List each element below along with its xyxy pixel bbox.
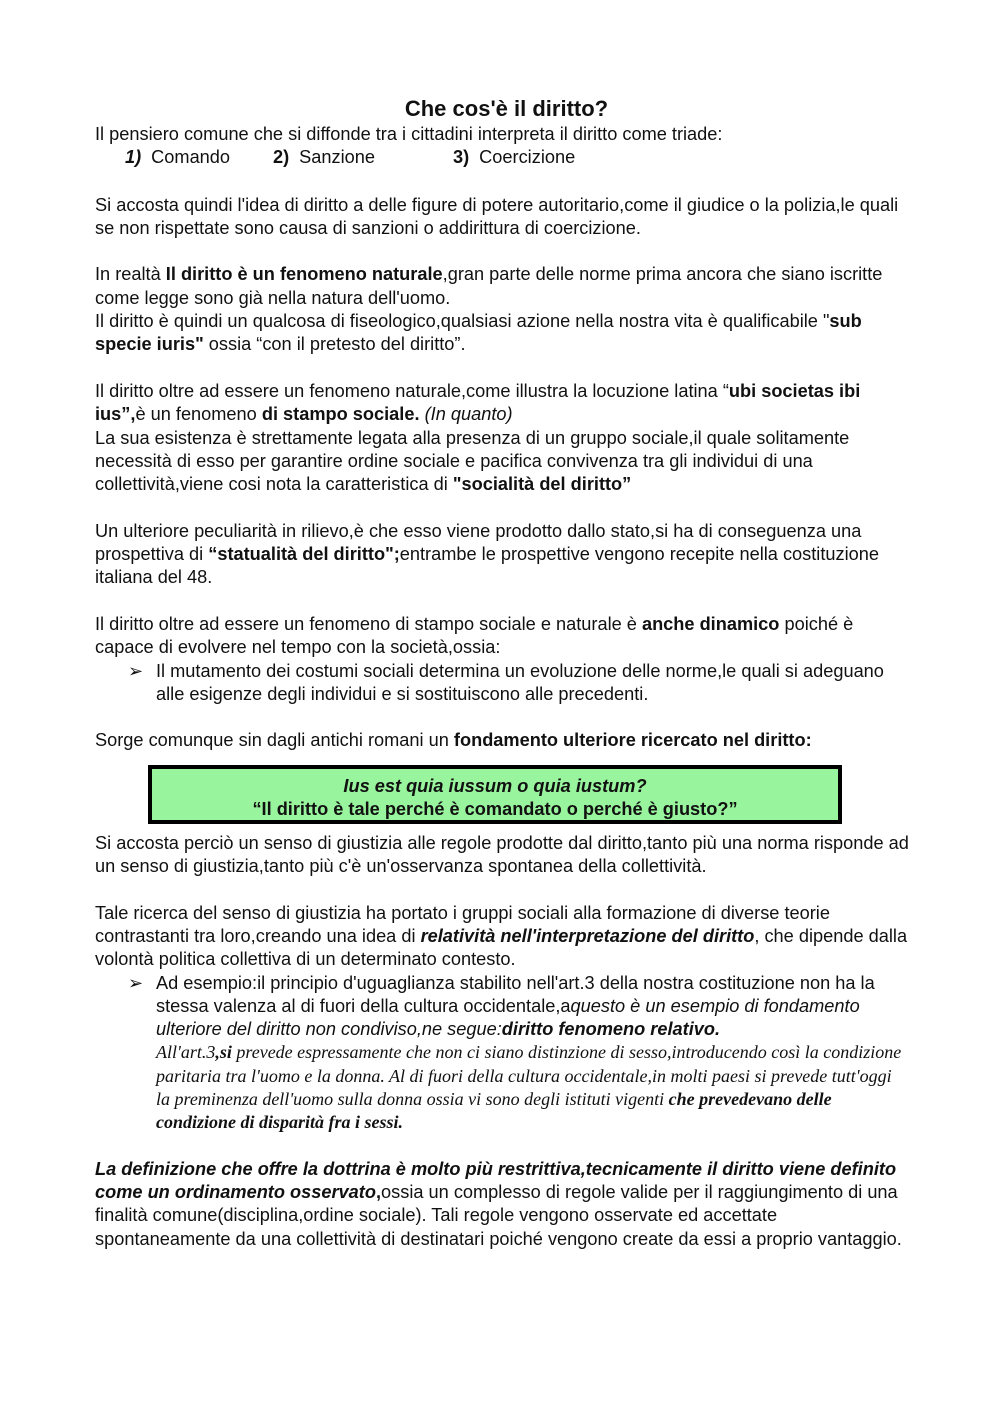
- triad-item-3: [453, 146, 575, 170]
- triad-item-2: [273, 146, 453, 170]
- emphasis-text: Il diritto è un fenomeno naturale: [165, 264, 443, 285]
- paragraph-2: [95, 263, 910, 310]
- italic-text: (In quanto): [419, 404, 513, 425]
- text-run: Il diritto oltre ad essere un fenomeno di stampo sociale e naturale è: [95, 613, 642, 634]
- triad-number-2: 2): [273, 147, 290, 168]
- emphasis-text: relatività nell'interpretazione del diritto: [420, 925, 755, 946]
- text-run: In realtà: [95, 264, 166, 285]
- document-body: [95, 95, 910, 1251]
- bullet-text: Il mutamento dei costumi sociali determina un evoluzione delle norme,le quali si adeguano alle esigenze degli individui e si sostituiscono alle precedenti.: [156, 660, 884, 704]
- emphasis-text: ubi societas ibi ius”,: [95, 380, 861, 425]
- emphasis-text: diritto fenomeno relativo.: [501, 1019, 721, 1040]
- page-title: Che cos'è il diritto?: [404, 96, 609, 121]
- text-run: Il diritto è quindi un qualcosa di fiseologico,qualsiasi azione nella nostra vita è qualificabile ": [95, 311, 830, 332]
- emphasis-text: La definizione che offre la dottrina è molto più restrittiva,tecnicamente il diritto viene definito come un ordinamento osservato: [95, 1158, 897, 1203]
- italic-text: questo è un esempio di fondamento ulteriore del diritto non condiviso,ne segue:: [156, 995, 860, 1040]
- text-run: , che dipende dalla volontà politica collettiva di un determinato contesto.: [95, 925, 908, 970]
- intro-paragraph: Il pensiero comune che si diffonde tra i cittadini interpreta il diritto come triade:: [95, 124, 723, 144]
- paragraph-4: [95, 520, 910, 590]
- emphasis-text: fondamento ulteriore ricercato nel diritto:: [453, 730, 812, 751]
- quote-latin: Ius est quia iussum o quia iustum?: [343, 775, 647, 796]
- paragraph-8: [95, 902, 910, 972]
- emphasis-text: sub specie iuris": [95, 311, 862, 355]
- text-run: ossia un complesso di regole valide per il raggiungimento di una finalità comune(disciplina,ordine sociale). Tali regole vengono osservate ed accettate spontaneamente da una collettività di destinatari poiché vengono create da essi a proprio vantaggio.: [95, 1182, 902, 1249]
- text-run: ,gran parte delle norme prima ancora che siano iscritte come legge sono già nella natura dell'uomo.: [95, 264, 883, 308]
- text-run: ossia “con il pretesto del diritto”.: [203, 334, 466, 355]
- text-run: entrambe le prospettive vengono recepite nella costituzione italiana del 48.: [95, 544, 879, 588]
- text-run: prevede espressamente che non ci siano distinzione di sesso,introducendo così la condizione paritaria tra l'uomo e la donna. Al di fuori della cultura occidentale,in molti paesi si prevede tutt'oggi la preminenza dell'uomo sulla donna ossia vi sono degli istituti vigenti: [156, 1042, 902, 1109]
- paragraph-1: Si accosta quindi l'idea di diritto a delle figure di potere autoritario,come il giudice o la polizia,le quali se non rispettate sono causa di sanzioni o addirittura di coercizione.: [95, 194, 899, 238]
- bullet-list-2: [95, 972, 910, 1135]
- triad-label-1: Comando: [151, 147, 231, 168]
- bullet-list-1: [95, 660, 910, 707]
- arrow-bullet-icon: ➢: [128, 660, 144, 681]
- triad-label-2: Sanzione: [299, 147, 376, 168]
- emphasis-text: “statualità del diritto";: [208, 544, 400, 565]
- list-item: [95, 972, 910, 1135]
- paragraph-3: [95, 380, 910, 427]
- triad-label-3: Coercizione: [479, 147, 576, 168]
- text-run: Tale ricerca del senso di giustizia ha portato i gruppi sociali alla formazione di diverse teorie contrastanti tra loro,creando una idea di: [95, 902, 830, 946]
- emphasis-text: "socialità del diritto”: [452, 474, 632, 495]
- text-run: Ad esempio:il principio d'uguaglianza stabilito nell'art.3 della nostra costituzione non ha la stessa valenza al di fuori della cultura occidentale,a: [156, 972, 875, 1016]
- text-run: All'art.3: [156, 1042, 216, 1063]
- text-run: è un fenomeno: [135, 404, 262, 425]
- paragraph-2b: [95, 310, 910, 357]
- text-run: ,: [375, 1182, 382, 1203]
- arrow-bullet-icon: ➢: [128, 972, 144, 993]
- emphasis-text: che prevedevano delle condizione di disparità fra i sessi.: [156, 1088, 832, 1133]
- emphasis-text: anche dinamico: [641, 613, 780, 634]
- paragraph-7: Si accosta perciò un senso di giustizia alle regole prodotte dal diritto,tanto più una norma risponde ad un senso di giustizia,tanto più c'è un'osservanza spontanea della collettività.: [95, 832, 909, 877]
- triad-list: [95, 146, 910, 170]
- text-run: Sorge comunque sin dagli antichi romani un: [95, 730, 454, 751]
- paragraph-6: [95, 729, 910, 752]
- emphasis-text: ,si: [215, 1042, 232, 1063]
- emphasis-text: di stampo sociale.: [261, 404, 420, 425]
- serif-note: [156, 1041, 910, 1134]
- paragraph-5: [95, 613, 910, 660]
- text-run: poiché è capace di evolvere nel tempo con la società,ossia:: [95, 613, 854, 658]
- paragraph-9: [95, 1158, 910, 1251]
- quote-box: [148, 765, 842, 824]
- triad-item-1: [125, 146, 273, 170]
- triad-number-3: 3): [453, 147, 470, 168]
- text-run: Il diritto oltre ad essere un fenomeno naturale,come illustra la locuzione latina “: [95, 380, 729, 401]
- list-item: [95, 660, 910, 707]
- text-run: Un ulteriore peculiarità in rilievo,è che esso viene prodotto dallo stato,si ha di conseguenza una prospettiva di: [95, 520, 862, 565]
- paragraph-3b: [95, 427, 910, 497]
- triad-number-1: 1): [125, 147, 142, 168]
- text-run: La sua esistenza è strettamente legata alla presenza di un gruppo sociale,il quale solitamente necessità di esso per garantire ordine sociale e pacifica convivenza tra gli individui di una collettività,viene cosi nota la caratteristica di: [95, 427, 850, 495]
- quote-italian: “Il diritto è tale perché è comandato o perché è giusto?”: [252, 798, 738, 819]
